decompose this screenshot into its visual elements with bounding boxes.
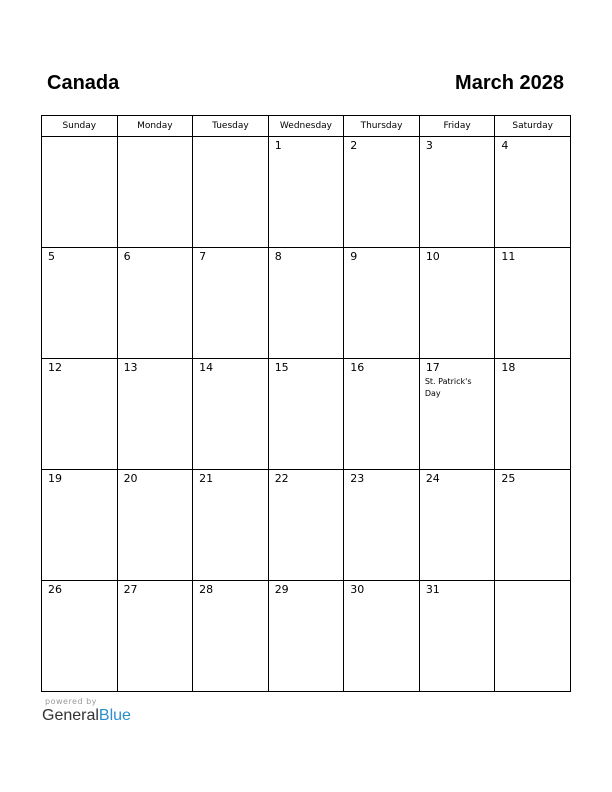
day-number: 16 — [350, 361, 365, 374]
day-number: 19 — [48, 472, 62, 485]
day-number: 3 — [425, 139, 433, 152]
day-cell — [268, 359, 344, 470]
day-cell — [495, 359, 571, 470]
day-cell — [193, 248, 269, 359]
day-number: 30 — [350, 583, 365, 596]
day-cell — [117, 581, 193, 692]
day-cell — [419, 137, 495, 248]
day-cell — [42, 248, 118, 359]
weekday-header: Thursday — [344, 116, 420, 137]
day-number: 27 — [123, 583, 138, 596]
day-number: 26 — [48, 583, 62, 596]
day-cell — [419, 470, 495, 581]
day-number: 4 — [501, 139, 509, 152]
day-cell — [42, 581, 118, 692]
week-row — [42, 581, 571, 692]
day-number: 10 — [425, 250, 440, 263]
day-cell — [42, 359, 118, 470]
day-number — [193, 137, 268, 140]
day-number: 1 — [274, 139, 282, 152]
day-number — [495, 581, 570, 584]
week-row — [42, 248, 571, 359]
weekday-header: Saturday — [495, 116, 571, 137]
day-number: 24 — [425, 472, 440, 485]
day-number: 14 — [199, 361, 214, 374]
day-cell — [344, 248, 420, 359]
brand-footer[interactable] — [42, 697, 131, 725]
day-cell — [268, 248, 344, 359]
day-cell — [193, 470, 269, 581]
day-cell — [117, 470, 193, 581]
day-cell — [42, 137, 118, 248]
day-cell — [344, 581, 420, 692]
weekday-header-row — [42, 116, 571, 137]
brand-general-text: General — [42, 707, 99, 724]
day-cell — [268, 470, 344, 581]
day-number: 21 — [199, 472, 214, 485]
day-cell — [419, 248, 495, 359]
day-cell — [495, 470, 571, 581]
day-cell — [268, 137, 344, 248]
day-number: 28 — [199, 583, 214, 596]
day-number: 12 — [48, 361, 62, 374]
weekday-header: Tuesday — [193, 116, 269, 137]
calendar-grid — [41, 115, 571, 692]
day-number: 13 — [123, 361, 138, 374]
week-row — [42, 137, 571, 248]
day-cell — [117, 137, 193, 248]
day-number: 25 — [501, 472, 516, 485]
holiday-label: St. Patrick's Day — [424, 377, 472, 398]
weekday-header: Friday — [419, 116, 495, 137]
weekday-header: Monday — [117, 116, 193, 137]
day-cell — [193, 359, 269, 470]
day-number: 2 — [350, 139, 358, 152]
day-number — [42, 137, 117, 140]
month-title: March 2028 — [455, 72, 564, 94]
brand-blue-text: Blue — [98, 707, 131, 724]
country-title: Canada — [47, 72, 120, 94]
day-cell — [419, 581, 495, 692]
day-cell — [193, 581, 269, 692]
day-number: 9 — [350, 250, 358, 263]
week-row — [42, 359, 571, 470]
day-number: 11 — [501, 250, 516, 263]
day-number: 8 — [274, 250, 282, 263]
day-cell — [419, 359, 495, 470]
day-cell — [495, 581, 571, 692]
day-number: 31 — [425, 583, 440, 596]
day-cell — [344, 359, 420, 470]
weekday-header: Wednesday — [268, 116, 344, 137]
day-number: 22 — [274, 472, 289, 485]
day-number: 15 — [274, 361, 289, 374]
day-number: 23 — [350, 472, 365, 485]
day-cell — [117, 248, 193, 359]
powered-by-label: powered by — [45, 697, 97, 706]
day-cell — [344, 470, 420, 581]
day-number: 17 — [425, 361, 440, 374]
day-number: 20 — [123, 472, 138, 485]
day-cell — [117, 359, 193, 470]
day-cell — [495, 248, 571, 359]
day-number: 18 — [501, 361, 516, 374]
weekday-header: Sunday — [42, 116, 118, 137]
day-number: 6 — [123, 250, 131, 263]
day-cell — [344, 137, 420, 248]
day-cell — [193, 137, 269, 248]
day-number: 29 — [274, 583, 289, 596]
day-cell — [268, 581, 344, 692]
day-number: 7 — [199, 250, 207, 263]
day-cell — [42, 470, 118, 581]
day-number: 5 — [48, 250, 55, 263]
generalblue-logo[interactable] — [42, 707, 131, 725]
week-row — [42, 470, 571, 581]
day-cell — [495, 137, 571, 248]
day-number — [118, 137, 193, 140]
